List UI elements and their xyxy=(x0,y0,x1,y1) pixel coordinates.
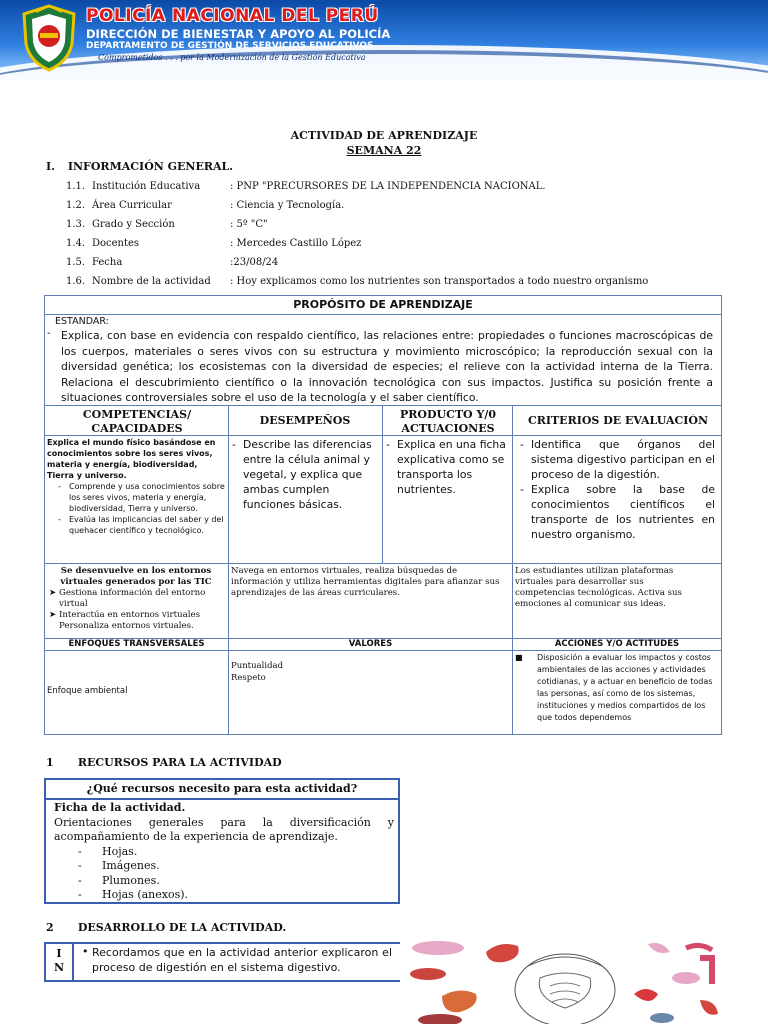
info-number: 1.4. xyxy=(66,238,86,249)
learning-purpose-table xyxy=(44,295,722,735)
actions-cell xyxy=(515,652,719,724)
list-item: - Hojas. xyxy=(78,845,394,860)
list-item: - Hojas (anexos). xyxy=(78,888,394,903)
values-cell xyxy=(231,660,431,684)
info-value: : PNP "PRECURSORES DE LA INDEPENDENCIA NACIONAL. xyxy=(230,181,546,192)
value-item: Puntualidad xyxy=(231,661,284,671)
document-title: ACTIVIDAD DE APRENDIZAJE xyxy=(290,129,478,142)
info-value: : Ciencia y Tecnología. xyxy=(230,200,345,211)
tic-performance: Navega en entornos virtuales, realiza búsquedas de información y utiliza herramientas digitales para afianzar sus aprendizajes de las áreas curriculares. xyxy=(231,566,500,598)
banner-title: POLICÍA NACIONAL DEL PERÚ xyxy=(86,6,379,26)
header-competencias: COMPETENCIAS/ CAPACIDADES xyxy=(82,408,192,435)
standard-text: Explica, con base en evidencia con respaldo científico, las relaciones entre: propiedades o funciones macroscópicas de los cuerpos, materiales o seres vivos con su estructura y movimiento microscópico; la reproducción sexual con la diversidad genética; los ecosistemas con la diversidad de especies; el relieve con la actividad interna de la Tierra. Relaciona el descubrimiento científico o la innovación tecnológica con sus impactos. Justifica su posición frente a situaciones controversiales sobre el uso de la tecnología y el saber científico. xyxy=(61,329,713,405)
info-row xyxy=(66,257,756,271)
info-number: 1.6. xyxy=(66,276,86,287)
section-title: INFORMACIÓN GENERAL. xyxy=(67,160,234,173)
document-week: SEMANA 22 xyxy=(346,144,422,157)
resources-orientaciones: Orientaciones generales para la diversificación y acompañamiento de la experiencia de aprendizaje. xyxy=(54,815,394,843)
development-text: • Recordamos que en la actividad anterior explicaron el proceso de digestión en el sistema digestivo. xyxy=(82,945,392,974)
info-value: : Mercedes Castillo López xyxy=(230,238,362,249)
resources-title: RECURSOS PARA LA ACTIVIDAD xyxy=(77,756,282,769)
development-title: DESARROLLO DE LA ACTIVIDAD. xyxy=(77,921,287,934)
info-number: 1.1. xyxy=(66,181,86,192)
value-item: Respeto xyxy=(231,673,266,683)
header-enfoques: ENFOQUES TRANSVERSALES xyxy=(68,639,205,649)
banner-department: DEPARTAMENTO DE GESTIÓN DE SERVICIOS EDUCATIVOS xyxy=(86,41,374,51)
performance-item: - Describe las diferencias entre la célula animal y vegetal, y explica que ambas cumplen funciones básicas. xyxy=(231,437,379,512)
info-row xyxy=(66,276,756,290)
section-number: I. xyxy=(46,160,55,173)
tic-criteria: Los estudiantes utilizan plataformas virtuales para desarrollar sus competencias tecnológicas. Activa sus emociones al comunicar sus ideas. xyxy=(515,566,682,609)
digestive-organs-illustration xyxy=(400,938,730,1024)
criteria-cell xyxy=(519,437,715,542)
info-number: 1.3. xyxy=(66,219,86,230)
product-item: - Explica en una ficha explicativa como se transporta los nutrientes. xyxy=(385,437,511,497)
product-cell xyxy=(385,437,511,497)
info-key: Docentes xyxy=(92,238,140,249)
purpose-header: PROPÓSITO DE APRENDIZAJE xyxy=(293,298,473,311)
stage-label: I N xyxy=(46,944,74,980)
list-item: - Imágenes. xyxy=(78,859,394,874)
info-row xyxy=(66,219,756,233)
info-value: :23/08/24 xyxy=(230,257,279,268)
resources-number: 1 xyxy=(46,756,54,769)
police-crest-icon xyxy=(20,4,78,72)
info-value: : 5º "C" xyxy=(230,219,268,230)
actions-text: Disposición a evaluar los impactos y costos ambientales de las acciones y actividades cotidianas, y a actuar en beneficio de todas las personas, así como de los sistemas, instituciones y medios compartidos de los que todos dependemos xyxy=(537,653,713,722)
standard-label: ESTANDAR: xyxy=(55,316,109,327)
competence-title: Explica el mundo físico basándose en conocimientos sobre los seres vivos, materia y energía, biodiversidad, Tierra y universo. xyxy=(47,438,216,480)
capacity-item: - Comprende y usa conocimientos sobre los seres vivos, materia y energía, biodiversidad, Tierra y universo. xyxy=(57,481,227,514)
info-key: Nombre de la actividad xyxy=(92,276,211,287)
criteria-item: - Identifica que órganos del sistema digestivo participan en el proceso de la digestión. xyxy=(519,437,715,482)
banner-subtitle: DIRECCIÓN DE BIENESTAR Y APOYO AL POLICÍA xyxy=(86,27,391,41)
bullet-icon: • xyxy=(82,945,89,958)
tic-capacity-item: ➤ Gestiona información del entorno virtual xyxy=(49,588,206,609)
section-heading xyxy=(46,160,233,173)
standard-bullet: - xyxy=(47,328,51,339)
development-heading xyxy=(46,921,286,934)
list-item: - Plumones. xyxy=(78,874,394,889)
resources-list xyxy=(78,845,394,903)
header-banner xyxy=(0,0,768,80)
approach-value: Enfoque ambiental xyxy=(47,686,128,696)
info-key: Área Curricular xyxy=(92,200,172,211)
header-acciones: ACCIONES Y/O ACTITUDES xyxy=(554,639,680,649)
banner-motto: Comprometidos . . . por la Modernización de la Gestión Educativa xyxy=(98,53,366,62)
info-key: Institución Educativa xyxy=(92,181,201,192)
resources-box xyxy=(44,778,400,904)
development-number: 2 xyxy=(46,921,54,934)
info-row xyxy=(66,238,756,252)
info-row xyxy=(66,181,756,195)
header-desempenos: DESEMPEÑOS xyxy=(259,414,351,427)
competence-tic-title: Se desenvuelve en los entornos virtuales generados por las TIC xyxy=(60,566,212,587)
info-row xyxy=(66,200,756,214)
header-criterios: CRITERIOS DE EVALUACIÓN xyxy=(527,414,709,427)
info-value: : Hoy explicamos como los nutrientes son transportados a todo nuestro organismo xyxy=(230,276,649,287)
info-key: Grado y Sección xyxy=(92,219,175,230)
info-key: Fecha xyxy=(92,257,123,268)
competence-cell xyxy=(47,437,227,536)
capacity-item: - Evalúa las implicancias del saber y del quehacer científico y tecnológico. xyxy=(57,514,227,536)
resources-heading xyxy=(46,756,282,769)
tic-capacity-item: ➤ Interactúa en entornos virtuales xyxy=(49,610,200,620)
info-number: 1.2. xyxy=(66,200,86,211)
resources-ficha: Ficha de la actividad. xyxy=(54,801,186,814)
criteria-item: - Explica sobre la base de conocimientos científicos el transporte de los nutrientes en nuestro organismo. xyxy=(519,482,715,542)
resources-question: ¿Qué recursos necesito para esta actividad? xyxy=(46,780,398,800)
info-number: 1.5. xyxy=(66,257,86,268)
header-valores: VALORES xyxy=(348,639,393,649)
bullet-icon: ■ xyxy=(515,653,523,662)
header-producto: PRODUCTO Y/0 ACTUACIONES xyxy=(399,408,496,435)
competence-tic-cell xyxy=(49,566,227,632)
performance-cell xyxy=(231,437,379,512)
tic-capacity-extra: Personaliza entornos virtuales. xyxy=(59,621,194,631)
